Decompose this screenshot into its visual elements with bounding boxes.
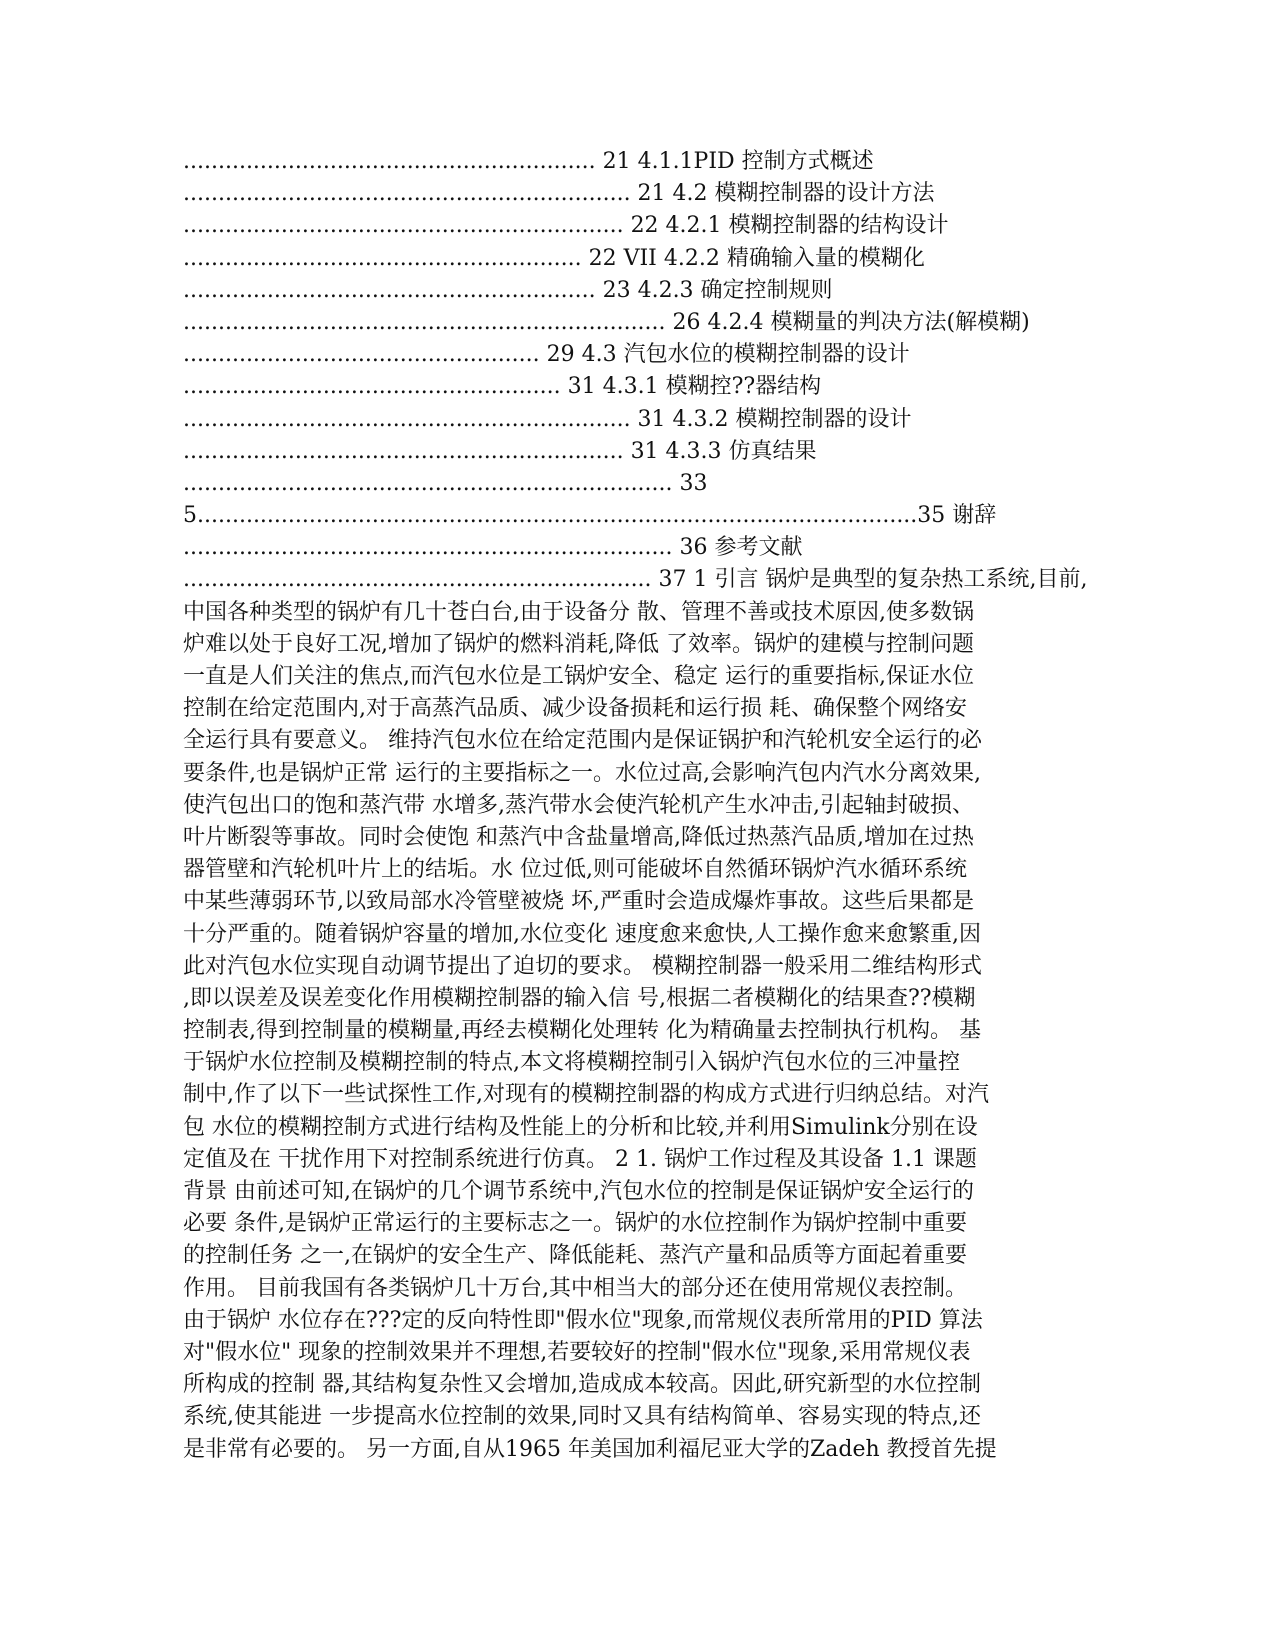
toc-line: ........................................................... 21 4.1.1PID 控制方式概述 <box>183 149 874 174</box>
body-line: 中国各种类型的锅炉有几十苍白台,由于设备分 散、管理不善或技术原因,使多数锅 <box>183 599 974 625</box>
body-line: 十分严重的。随着锅炉容量的增加,水位变化 速度愈来愈快,人工操作愈来愈繁重,因 <box>183 921 981 947</box>
toc-line: ........................................................... 23 4.2.3 确定控制规则 <box>183 277 833 303</box>
body-line: 必要 条件,是锅炉正常运行的主要标志之一。锅炉的水位控制作为锅炉控制中重要 <box>183 1211 967 1237</box>
toc-line: ................................................... 29 4.3 汽包水位的模糊控制器的设计 <box>183 342 910 368</box>
toc-line: ...................................................................... 36 参考文献 <box>183 535 803 561</box>
body-line: 于锅炉水位控制及模糊控制的特点,本文将模糊控制引入锅炉汽包水位的三冲量控 <box>183 1050 960 1076</box>
body-line: 定值及在 干扰作用下对控制系统进行仿真。 2 1. 锅炉工作过程及其设备 1.1 课题 <box>183 1146 977 1172</box>
body-line: 器管壁和汽轮机叶片上的结垢。水 位过低,则可能破坏自然循环锅炉汽水循环系统 <box>183 857 967 883</box>
body-line: 包 水位的模糊控制方式进行结构及性能上的分析和比较,并利用Simulink分别在设 <box>183 1114 978 1140</box>
toc-line: ................................................................ 31 4.3.2 模糊控制器的设计 <box>183 406 912 432</box>
toc-line: ..................................................................... 26 4.2.4 模糊量的判决方法(解模糊) <box>183 309 1030 335</box>
body-line: ,即以误差及误差变化作用模糊控制器的输入信 号,根据二者模糊化的结果查??模糊 <box>183 985 976 1011</box>
body-line: 炉难以处于良好工况,增加了锅炉的燃料消耗,降低 了效率。锅炉的建模与控制问题 <box>183 631 974 657</box>
toc-line: ............................................................... 31 4.3.3 仿真结果 <box>183 438 817 464</box>
body-line: 所构成的控制 器,其结构复杂性又会增加,造成成本较高。因此,研究新型的水位控制 <box>183 1372 981 1398</box>
document-text <box>183 146 1088 1466</box>
toc-line: ......................................................... 22 VII 4.2.2 精确输入量的模糊化 <box>183 245 925 271</box>
body-line: 的控制任务 之一,在锅炉的安全生产、降低能耗、蒸汽产量和品质等方面起着重要 <box>183 1243 967 1269</box>
body-line: 一直是人们关注的焦点,而汽包水位是工锅炉安全、稳定 运行的重要指标,保证水位 <box>183 664 974 689</box>
body-line: 控制表,得到控制量的模糊量,再经去模糊化处理转 化为精确量去控制执行机构。 基 <box>183 1018 981 1044</box>
body-line: 控制在给定范围内,对于高蒸汽品质、减少设备损耗和运行损 耗、确保整个网络安 <box>183 696 967 722</box>
body-line: 叶片断裂等事故。同时会使饱 和蒸汽中含盐量增高,降低过热蒸汽品质,增加在过热 <box>183 824 974 850</box>
toc-line: 5.......................................................................................................35 谢辞 <box>183 503 997 529</box>
body-line: 此对汽包水位实现自动调节提出了迫切的要求。 模糊控制器一般采用二维结构形式 <box>183 953 982 979</box>
body-line: 中某些薄弱环节,以致局部水冷管壁被烧 坏,严重时会造成爆炸事故。这些后果都是 <box>183 889 974 915</box>
toc-line: ...................................................................... 33 <box>183 470 708 496</box>
toc-line: ...................................................... 31 4.3.1 模糊控??器结构 <box>183 374 822 400</box>
toc-line: ................................................................ 21 4.2 模糊控制器的设计方法 <box>183 181 935 207</box>
body-line: 作用。 目前我国有各类锅炉几十万台,其中相当大的部分还在使用常规仪表控制。 <box>183 1275 967 1301</box>
body-line: 系统,使其能进 一步提高水位控制的效果,同时又具有结构简单、容易实现的特点,还 <box>183 1404 981 1430</box>
body-line: 对"假水位" 现象的控制效果并不理想,若要较好的控制"假水位"现象,采用常规仪表 <box>183 1339 971 1365</box>
body-line: 是非常有必要的。 另一方面,自从1965 年美国加利福尼亚大学的Zadeh 教授首先提 <box>183 1436 997 1462</box>
body-line: 制中,作了以下一些试探性工作,对现有的模糊控制器的构成方式进行归纳总结。对汽 <box>183 1082 989 1108</box>
toc-line: ............................................................... 22 4.2.1 模糊控制器的结构设计 <box>183 213 949 239</box>
body-line: 要条件,也是锅炉正常 运行的主要指标之一。水位过高,会影响汽包内汽水分离效果, <box>183 760 981 786</box>
toc-line: ................................................................... 37 1 引言 锅炉是典型的复杂热工系统,目前, <box>183 567 1088 593</box>
body-line: 使汽包出口的饱和蒸汽带 水增多,蒸汽带水会使汽轮机产生水冲击,引起轴封破损、 <box>183 792 974 818</box>
body-line: 由于锅炉 水位存在???定的反向特性即"假水位"现象,而常规仪表所常用的PID 算法 <box>183 1307 983 1333</box>
body-line: 背景 由前述可知,在锅炉的几个调节系统中,汽包水位的控制是保证锅炉安全运行的 <box>183 1179 974 1204</box>
body-line: 全运行具有要意义。 维持汽包水位在给定范围内是保证锅护和汽轮机安全运行的必 <box>183 728 982 754</box>
